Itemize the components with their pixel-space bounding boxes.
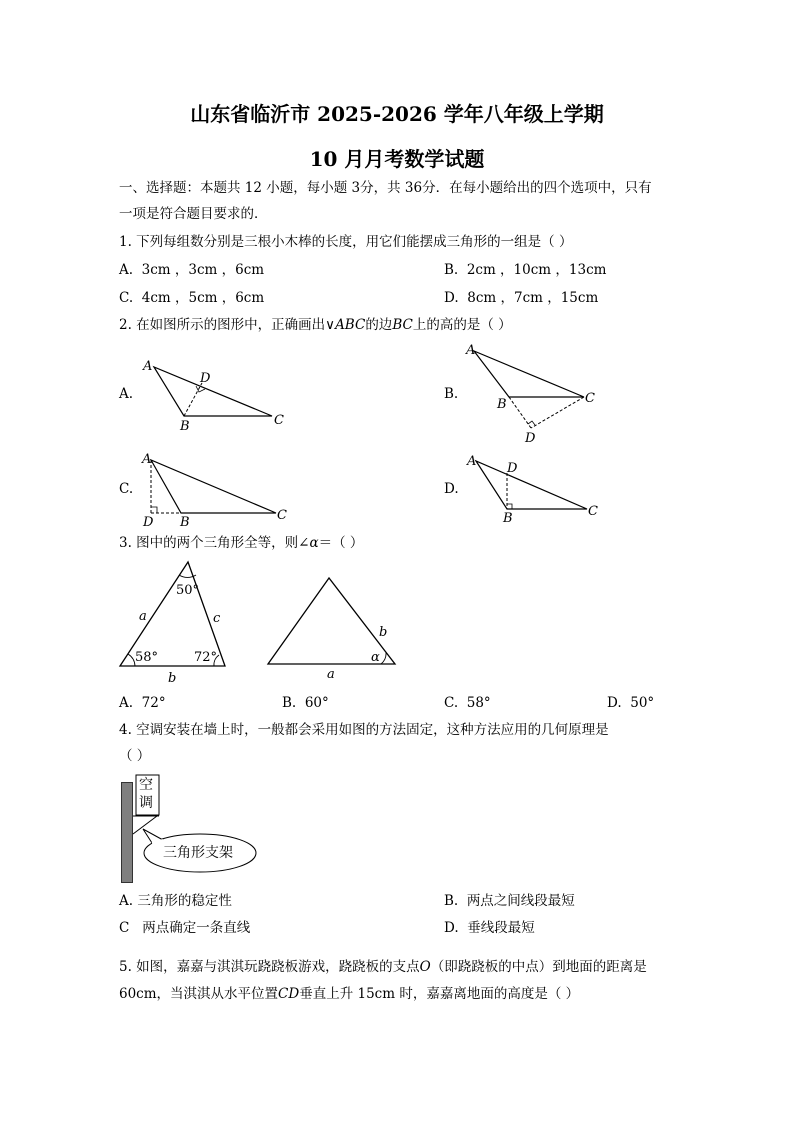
q3-fig1-side-b: b xyxy=(168,671,177,686)
q2-option-d-letter: D. xyxy=(444,481,459,497)
q3-fig1-side-a: a xyxy=(139,609,147,624)
q2c-label-b: B xyxy=(180,515,190,530)
q4-option-d: D. 垂线段最短 xyxy=(444,920,535,936)
q2d-label-a: A xyxy=(467,454,477,469)
q2c-label-c: C xyxy=(277,508,287,523)
paper-title-line1: 山东省临沂市 2025-2026 学年八年级上学期 xyxy=(190,102,604,126)
q2a-label-b: B xyxy=(180,419,190,434)
q2-option-c-letter: C. xyxy=(119,481,134,497)
q2a-label-c: C xyxy=(274,413,284,428)
q1-option-a: A. 3cm ，3cm ，6cm xyxy=(119,262,265,278)
q3-option-a: A. 72° xyxy=(119,695,166,711)
q3-fig2-side-b: b xyxy=(379,625,388,640)
q3-option-c: C. 58° xyxy=(444,695,491,711)
q2-stem: 2. 在如图所示的图形中，正确画出∨ABC的边BC上的高的是（ ） xyxy=(119,317,512,333)
section-intro-line2: 一项是符合题目要求的． xyxy=(119,206,268,222)
q2-option-a-letter: A. xyxy=(119,386,134,402)
q2b-label-b: B xyxy=(497,397,507,412)
q2a-label-d: D xyxy=(200,371,211,386)
q3-fig1-side-c: c xyxy=(213,611,221,626)
q3-fig1-left-angle: 58° xyxy=(135,650,159,665)
q4-ac-char-2: 调 xyxy=(139,795,153,811)
q4-stem: 4. 空调安装在墙上时，一般都会采用如图的方法固定，这种方法应用的几何原理是 xyxy=(119,722,609,738)
q3-fig2-angle-alpha: α xyxy=(371,650,380,665)
section-intro-line1: 一、选择题：本题共 12 小题，每小题 3分，共 36分．在每小题给出的四个选项中，只有 xyxy=(119,180,652,196)
q2b-label-d: D xyxy=(525,431,536,446)
q4-option-c: C 两点确定一条直线 xyxy=(119,920,251,936)
q2c-label-d: D xyxy=(143,515,154,530)
q2b-label-c: C xyxy=(585,391,595,406)
q2d-label-d: D xyxy=(507,461,518,476)
q2c-label-a: A xyxy=(142,452,152,467)
q4-option-b: B. 两点之间线段最短 xyxy=(444,893,575,909)
q1-option-b: B. 2cm ，10cm ，13cm xyxy=(444,262,607,278)
q1-stem: 1. 下列每组数分别是三根小木棒的长度，用它们能摆成三角形的一组是（ ） xyxy=(119,234,573,250)
q3-option-d: D. 50° xyxy=(607,695,655,711)
q1-option-c: C. 4cm ，5cm ，6cm xyxy=(119,290,265,306)
q2b-label-a: A xyxy=(466,343,476,358)
q2a-label-a: A xyxy=(143,359,153,374)
q3-fig1-right-angle: 72° xyxy=(194,650,218,665)
q2d-label-c: C xyxy=(588,504,598,519)
q3-stem: 3. 图中的两个三角形全等，则∠α＝（ ） xyxy=(119,535,364,551)
q2d-label-b: B xyxy=(503,511,513,526)
q2-option-b-letter: B. xyxy=(444,386,459,402)
q3-fig2-side-a: a xyxy=(327,667,335,682)
q5-stem-line1: 5. 如图，嘉嘉与淇淇玩跷跷板游戏，跷跷板的支点O（即跷跷板的中点）到地面的距离是 xyxy=(119,959,647,975)
paper-title-line2: 10 月月考数学试题 xyxy=(309,147,485,171)
q5-stem-line2: 60cm，当淇淇从水平位置CD垂直上升 15cm 时，嘉嘉离地面的高度是（ ） xyxy=(119,986,580,1002)
q4-bubble-text: 三角形支架 xyxy=(163,845,233,861)
q4-ac-char-1: 空 xyxy=(139,777,153,793)
q4-answer-paren: （ ） xyxy=(119,748,151,764)
q4-option-a: A. 三角形的稳定性 xyxy=(119,893,232,909)
q3-option-b: B. 60° xyxy=(282,695,329,711)
q3-fig1-top-angle: 50° xyxy=(176,583,200,598)
q1-option-d: D. 8cm ，7cm ，15cm xyxy=(444,290,599,306)
